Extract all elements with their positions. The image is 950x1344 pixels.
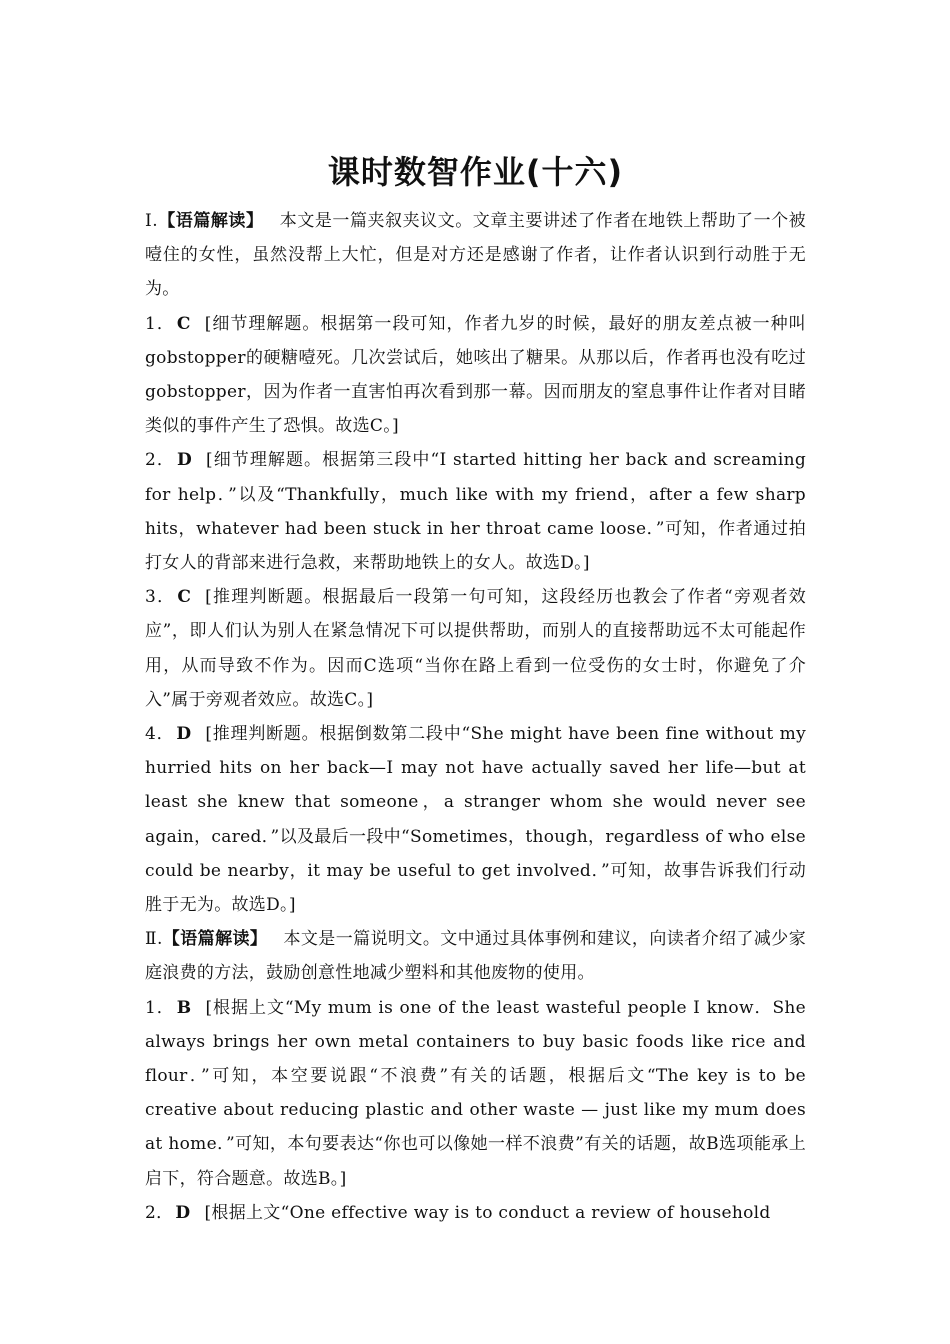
section2-item-1 [145,991,806,1196]
item-answer: B [176,997,192,1018]
section2-text: 本文是一篇说明文。文中通过具体事例和建议，向读者介绍了减少家庭浪费的方法，鼓励创意性地减少塑料和其他废物的使用。 [145,929,806,984]
section1-intro [145,204,806,307]
item-explanation: [推理判断题。根据最后一段第一句可知，这段经历也教会了作者“旁观者效应”，即人们认为别人在紧急情况下可以提供帮助，而别人的直接帮助远不太可能起作用，从而导致不作为。因而C选项“当你在路上看到一位受伤的女士时，你避免了介入”属于旁观者效应。故选C。] [145,587,806,710]
item-explanation: [根据上文“My mum is one of the least wasteful people I know．She always brings her own metal containers to buy basic foods like rice and flour．”可知，本空要说跟“不浪费”有关的话题，根据后文“The key is to be creative about reducing plastic and other waste — just like my mum does at home．”可知，本句要表达“你也可以像她一样不浪费”有关的话题，故B选项能承上启下，符合题意。故选B。] [145,997,806,1189]
item-answer: D [176,724,192,745]
item-number: 4． [145,724,175,745]
item-answer: D [175,1202,191,1223]
item-number: 1． [145,313,175,334]
item-answer: C [176,313,191,334]
item-answer: D [176,450,192,471]
item-number: 2． [145,1202,174,1223]
document-page [145,150,806,1230]
section2-label: 【语篇解读】 [162,929,268,950]
section1-item-2 [145,443,806,580]
item-explanation: [细节理解题。根据第一段可知，作者九岁的时候，最好的朋友差点被一种叫gobstopper的硬糖噎死。几次尝试后，她咳出了糖果。从那以后，作者再也没有吃过gobstopper，因为作者一直害怕再次看到那一幕。因而朋友的窒息事件让作者对目睹类似的事件产生了恐惧。故选C。] [145,313,806,437]
section1-label: 【语篇解读】 [157,211,264,231]
section1-item-1 [145,307,806,444]
item-number: 3． [145,587,176,608]
item-explanation: [细节理解题。根据第三段中“I started hitting her back and screaming for help．”以及“Thankfully，much like with my friend，after a few sharp hits，whatever had been stuck in her throat came loose．”可知，作者通过拍打女人的背部来进行急救，来帮助地铁上的女人。故选D。] [145,450,806,574]
section1-text: 本文是一篇夹叙夹议文。文章主要讲述了作者在地铁上帮助了一个被噎住的女性，虽然没帮上大忙，但是对方还是感谢了作者，让作者认识到行动胜于无为。 [145,211,806,300]
page-title: 课时数智作业(十六) [327,153,624,191]
item-answer: C [177,587,192,608]
section2-item-2 [145,1196,806,1230]
section1-item-3 [145,580,806,717]
section2-intro [145,922,806,990]
item-explanation: [推理判断题。根据倒数第二段中“She might have been fine without my hurried hits on her back—I may not have actually saved her life—but at least she knew that someone，a stranger whom she would never see again，cared．”以及最后一段中“Sometimes，though，regardless of who else could be nearby，it may be useful to get involved．”可知，故事告诉我们行动胜于无为。故选D。] [145,724,806,916]
section2-numeral: Ⅱ. [145,929,163,950]
item-number: 1． [145,997,175,1018]
section1-item-4 [145,717,806,922]
item-explanation: [根据上文“One effective way is to conduct a review of household [204,1202,771,1223]
item-number: 2． [145,450,175,471]
section1-numeral: Ⅰ. [145,211,158,231]
